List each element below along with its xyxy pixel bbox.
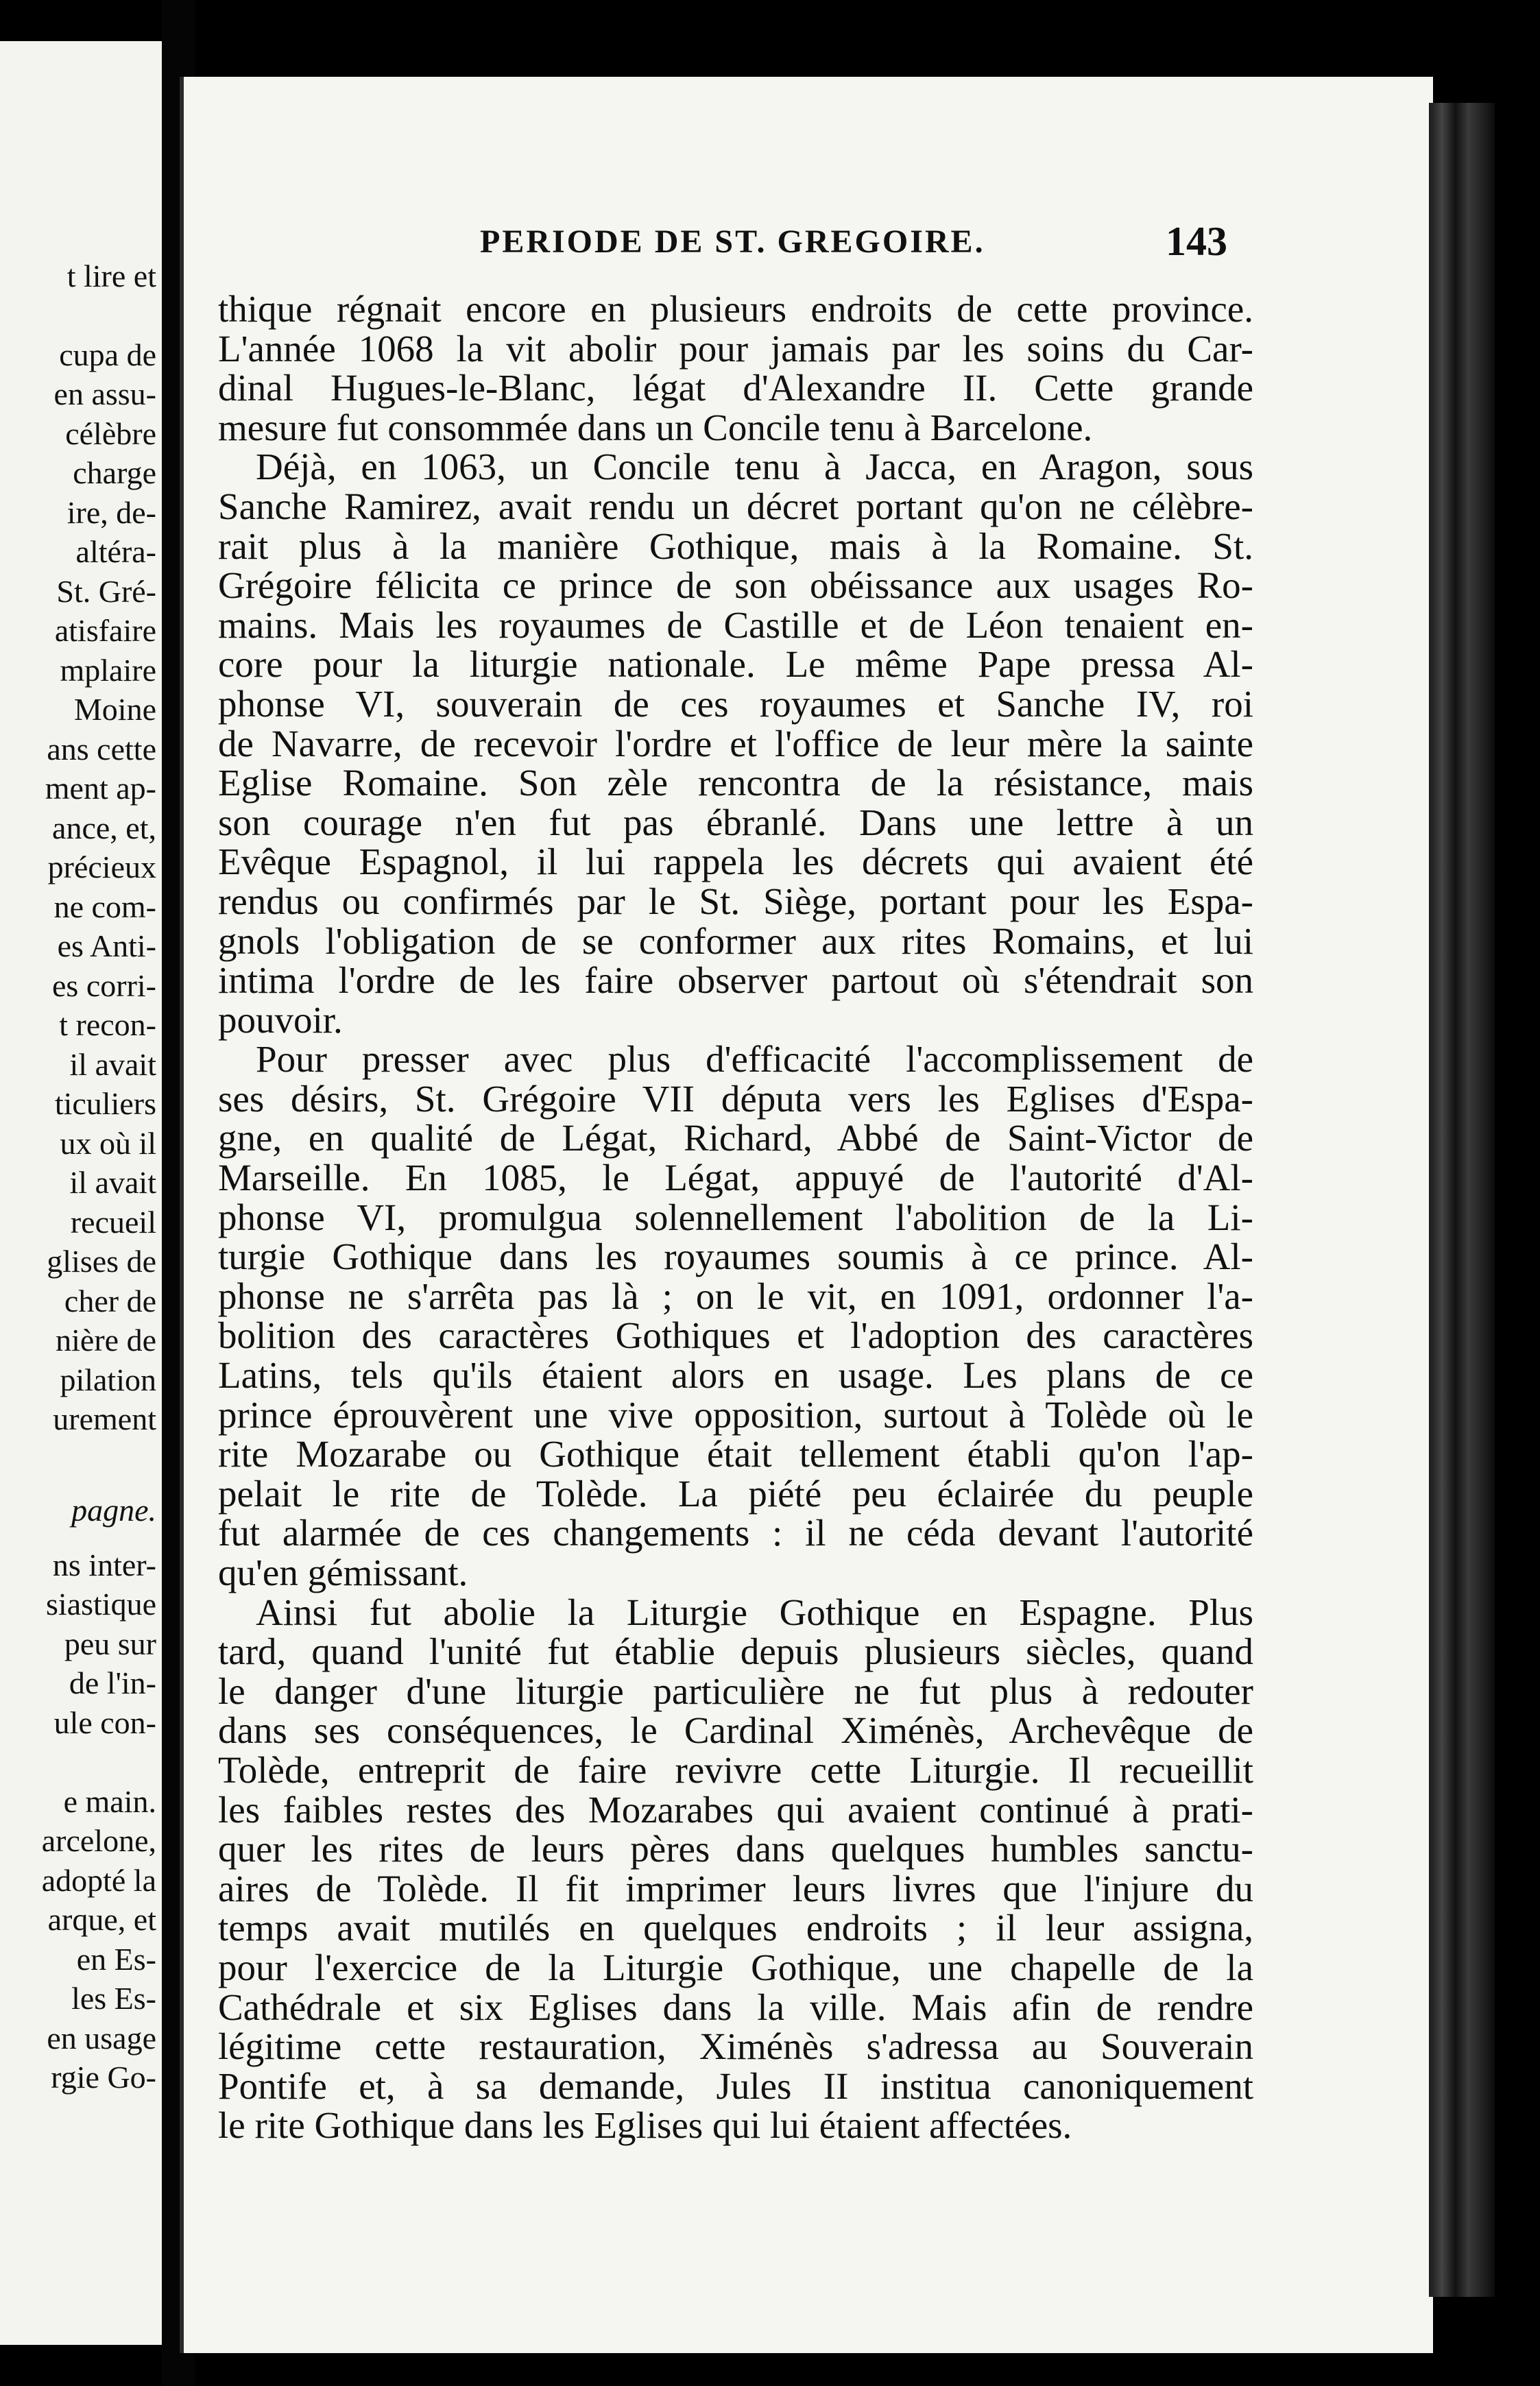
text-line: Déjà, en 1063, un Concile tenu à Jacca, en Aragon, sous — [256, 446, 1253, 488]
text-line: mesure fut consommée dans un Concile tenu à Barcelone. — [218, 406, 1093, 448]
text-line: rendus ou confirmés par le St. Siège, portant pour les Espa- — [218, 880, 1253, 922]
facing-page-line: en Es- — [76, 1942, 156, 1977]
page-text — [218, 289, 1253, 2145]
facing-page-line: ment ap- — [45, 771, 156, 806]
facing-page-line: nière de — [56, 1323, 156, 1358]
text-line: Eglise Romaine. Son zèle rencontra de la résistance, mais — [218, 762, 1253, 804]
facing-page-line: ule con- — [53, 1705, 156, 1740]
text-line: quer les rites de leurs pères dans quelques humbles sanctu- — [218, 1828, 1253, 1870]
paragraph — [218, 1593, 1253, 2145]
text-line: L'année 1068 la vit abolir pour jamais par les soins du Car- — [218, 327, 1253, 370]
facing-page-line: ns inter- — [52, 1547, 156, 1582]
text-line: fut alarmée de ces changements : il ne céda devant l'autorité — [218, 1512, 1253, 1554]
facing-page-line: pilation — [60, 1362, 156, 1397]
text-line: prince éprouvèrent une vive opposition, surtout à Tolède où le — [218, 1393, 1253, 1436]
facing-page-line: charge — [73, 455, 156, 490]
facing-page-line: adopté la — [41, 1863, 156, 1898]
text-line: Tolède, entreprit de faire revivre cette Liturgie. Il recueillit — [218, 1748, 1253, 1791]
facing-page-line: St. Gré- — [56, 574, 156, 609]
facing-page-line: rgie Go- — [51, 2060, 156, 2095]
facing-page-line: ire, de- — [67, 495, 156, 530]
facing-page-line: e main. — [63, 1784, 156, 1819]
text-line: thique régnait encore en plusieurs endroits de cette province. — [218, 288, 1253, 330]
running-head: PERIODE DE ST. GREGOIRE. — [480, 224, 985, 260]
facing-page-line: t recon- — [59, 1007, 156, 1042]
facing-page-line: célèbre — [65, 416, 156, 451]
text-line: Evêque Espagnol, il lui rappela les décrets qui avaient été — [218, 841, 1253, 883]
text-line: Pour presser avec plus d'efficacité l'accomplissement de — [256, 1038, 1253, 1081]
text-line: phonse ne s'arrêta pas là ; on le vit, en 1091, ordonner l'a- — [218, 1275, 1253, 1317]
text-line: bolition des caractères Gothiques et l'adoption des caractères — [218, 1314, 1253, 1357]
text-line: pelait le rite de Tolède. La piété peu éclairée du peuple — [218, 1472, 1253, 1515]
facing-page-line: t lire et — [67, 258, 156, 293]
text-line: gne, en qualité de Légat, Richard, Abbé de Saint-Victor de — [218, 1117, 1253, 1159]
text-line: pouvoir. — [218, 998, 343, 1041]
facing-page-line: es Anti- — [57, 928, 156, 963]
facing-page-line: peu sur — [64, 1626, 156, 1661]
facing-page-line: Moine — [73, 692, 156, 727]
text-line: Sanche Ramirez, avait rendu un décret portant qu'on ne célèbre- — [218, 485, 1253, 527]
facing-page-line: glises de — [47, 1244, 156, 1279]
facing-page-line: précieux — [47, 849, 156, 884]
facing-page-line: atisfaire — [54, 613, 156, 648]
text-line: ses désirs, St. Grégoire VII députa vers les Eglises d'Espa- — [218, 1077, 1253, 1120]
facing-page-line: ticuliers — [54, 1086, 156, 1121]
facing-page-line: cher de — [64, 1284, 156, 1318]
text-line: intima l'ordre de les faire observer partout où s'étendrait son — [218, 959, 1253, 1002]
paragraph — [218, 289, 1253, 447]
paragraph — [218, 1039, 1253, 1592]
text-line: Latins, tels qu'ils étaient alors en usage. Les plans de ce — [218, 1354, 1253, 1397]
text-line: les faibles restes des Mozarabes qui avaient continué à prati- — [218, 1788, 1253, 1831]
text-line: turgie Gothique dans les royaumes soumis à ce prince. Al- — [218, 1236, 1253, 1278]
text-line: rait plus à la manière Gothique, mais à la Romaine. St. — [218, 525, 1253, 567]
page-number: 143 — [1166, 219, 1227, 264]
facing-page-line: arque, et — [47, 1902, 156, 1937]
facing-page-line: pagne. — [71, 1493, 156, 1528]
text-line: son courage n'en fut pas ébranlé. Dans une lettre à un — [218, 801, 1253, 843]
paragraph — [218, 447, 1253, 1039]
facing-page-line: mplaire — [60, 653, 156, 688]
text-line: rite Mozarabe ou Gothique était tellement établi qu'on l'ap- — [218, 1433, 1253, 1475]
text-line: le danger d'une liturgie particulière ne fut plus à redouter — [218, 1670, 1253, 1712]
facing-page-line: il avait — [69, 1047, 156, 1082]
page-edge-shadow — [1429, 103, 1495, 2297]
facing-page-line: siastique — [46, 1587, 156, 1622]
text-line: mains. Mais les royaumes de Castille et de Léon tenaient en- — [218, 603, 1253, 646]
text-line: tard, quand l'unité fut établie depuis plusieurs siècles, quand — [218, 1630, 1253, 1673]
text-line: Ainsi fut abolie la Liturgie Gothique en Espagne. Plus — [256, 1591, 1253, 1633]
text-line: de Navarre, de recevoir l'ordre et l'office de leur mère la sainte — [218, 722, 1253, 764]
text-line: phonse VI, souverain de ces royaumes et Sanche IV, roi — [218, 682, 1253, 725]
text-line: Pontife et, à sa demande, Jules II institua canoniquement — [218, 2064, 1253, 2107]
facing-page-line: ance, et, — [52, 810, 156, 845]
text-line: légitime cette restauration, Ximénès s'adressa au Souverain — [218, 2025, 1253, 2068]
text-line: aires de Tolède. Il fit imprimer leurs livres que l'injure du — [218, 1867, 1253, 1909]
facing-page-line: en assu- — [53, 376, 156, 411]
facing-page-line: ans cette — [47, 732, 156, 767]
text-line: gnols l'obligation de se conformer aux rites Romains, et lui — [218, 919, 1253, 962]
text-line: Cathédrale et six Eglises dans la ville. Mais afin de rendre — [218, 1986, 1253, 2028]
facing-page-line: cupa de — [59, 337, 156, 372]
text-line: Grégoire félicita ce prince de son obéissance aux usages Ro- — [218, 564, 1253, 607]
text-line: temps avait mutilés en quelques endroits ; il leur assigna, — [218, 1907, 1253, 1949]
text-line: pour l'exercice de la Liturgie Gothique, une chapelle de la — [218, 1946, 1253, 1988]
facing-page-line: recueil — [70, 1205, 156, 1240]
facing-page-line: ne com- — [53, 889, 156, 924]
facing-page-line: arcelone, — [41, 1823, 156, 1858]
facing-page-line: de l'in- — [69, 1665, 156, 1700]
facing-page-line: urement — [53, 1401, 156, 1436]
text-line: dinal Hugues-le-Blanc, légat d'Alexandre II. Cette grande — [218, 367, 1253, 409]
text-line: Marseille. En 1085, le Légat, appuyé de l'autorité d'Al- — [218, 1157, 1253, 1199]
facing-page-fragment — [0, 41, 162, 2345]
facing-page-line: les Es- — [71, 1981, 156, 2016]
facing-page-line: altéra- — [75, 534, 156, 569]
facing-page-line: il avait — [69, 1165, 156, 1200]
text-line: core pour la liturgie nationale. Le même Pape pressa Al- — [218, 643, 1253, 686]
facing-page-line: en usage — [47, 2021, 156, 2056]
text-line: le rite Gothique dans les Eglises qui lui étaient affectées. — [218, 2104, 1072, 2147]
facing-page-line: es corri- — [52, 968, 156, 1003]
text-line: dans ses conséquences, le Cardinal Ximénès, Archevêque de — [218, 1709, 1253, 1752]
text-line: phonse VI, promulgua solennellement l'abolition de la Li- — [218, 1196, 1253, 1238]
text-line: qu'en gémissant. — [218, 1552, 468, 1593]
facing-page-line: ux où il — [60, 1126, 156, 1161]
